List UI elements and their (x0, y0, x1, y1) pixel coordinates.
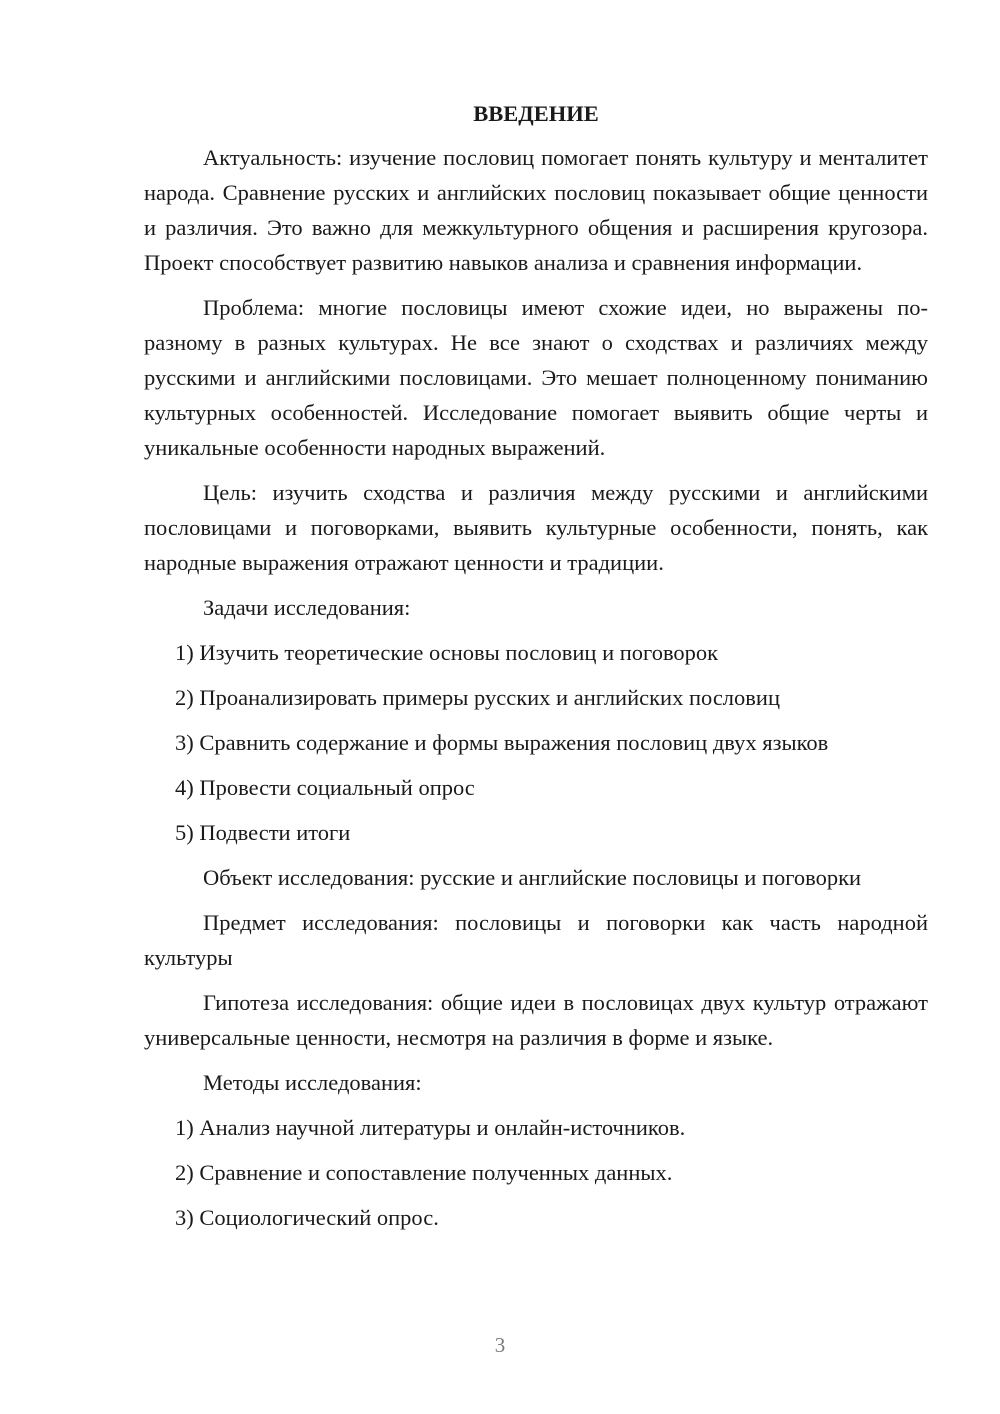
list-item: 3) Социологический опрос. (175, 1205, 439, 1230)
list-item: 3) Сравнить содержание и формы выражения пословиц двух языков (175, 730, 829, 755)
list-item: 2) Проанализировать примеры русских и английских пословиц (175, 685, 780, 710)
page-number: 3 (494, 1333, 506, 1357)
object-paragraph: Объект исследования: русские и английские пословицы и поговорки (203, 865, 862, 890)
subject-paragraph: Предмет исследования: пословицы и поговорки как часть народной культуры (144, 910, 928, 970)
list-item: 4) Провести социальный опрос (175, 775, 475, 800)
methods-list (144, 1110, 928, 1235)
tasks-heading: Задачи исследования: (203, 595, 411, 620)
goal-paragraph: Цель: изучить сходства и различия между русскими и английскими пословицами и поговорками, выявить культурные особенности, понять, как народные выражения отражают ценности и традиции. (144, 480, 928, 575)
relevance-paragraph: Актуальность: изучение пословиц помогает понять культуру и менталитет народа. Сравнение русских и английских пословиц показывает общие ценности и различия. Это важно для межкультурного общения и расширения кругозора. Проект способствует развитию навыков анализа и сравнения информации. (144, 145, 928, 275)
methods-heading: Методы исследования: (203, 1070, 422, 1095)
tasks-list (144, 635, 928, 850)
hypothesis-paragraph: Гипотеза исследования: общие идеи в пословицах двух культур отражают универсальные ценности, несмотря на различия в форме и языке. (144, 990, 928, 1050)
section-title: ВВЕДЕНИЕ (473, 101, 599, 126)
problem-paragraph: Проблема: многие пословицы имеют схожие идеи, но выражены по-разному в разных культурах. Не все знают о сходствах и различиях между русскими и английскими пословицами. Это мешает полноценному пониманию культурных особенностей. Исследование помогает выявить общие черты и уникальные особенности народных выражений. (144, 295, 928, 460)
list-item: 2) Сравнение и сопоставление полученных данных. (175, 1160, 673, 1185)
list-item: 1) Анализ научной литературы и онлайн-источников. (175, 1115, 686, 1140)
list-item: 1) Изучить теоретические основы пословиц и поговорок (175, 640, 719, 665)
list-item: 5) Подвести итоги (175, 820, 351, 845)
